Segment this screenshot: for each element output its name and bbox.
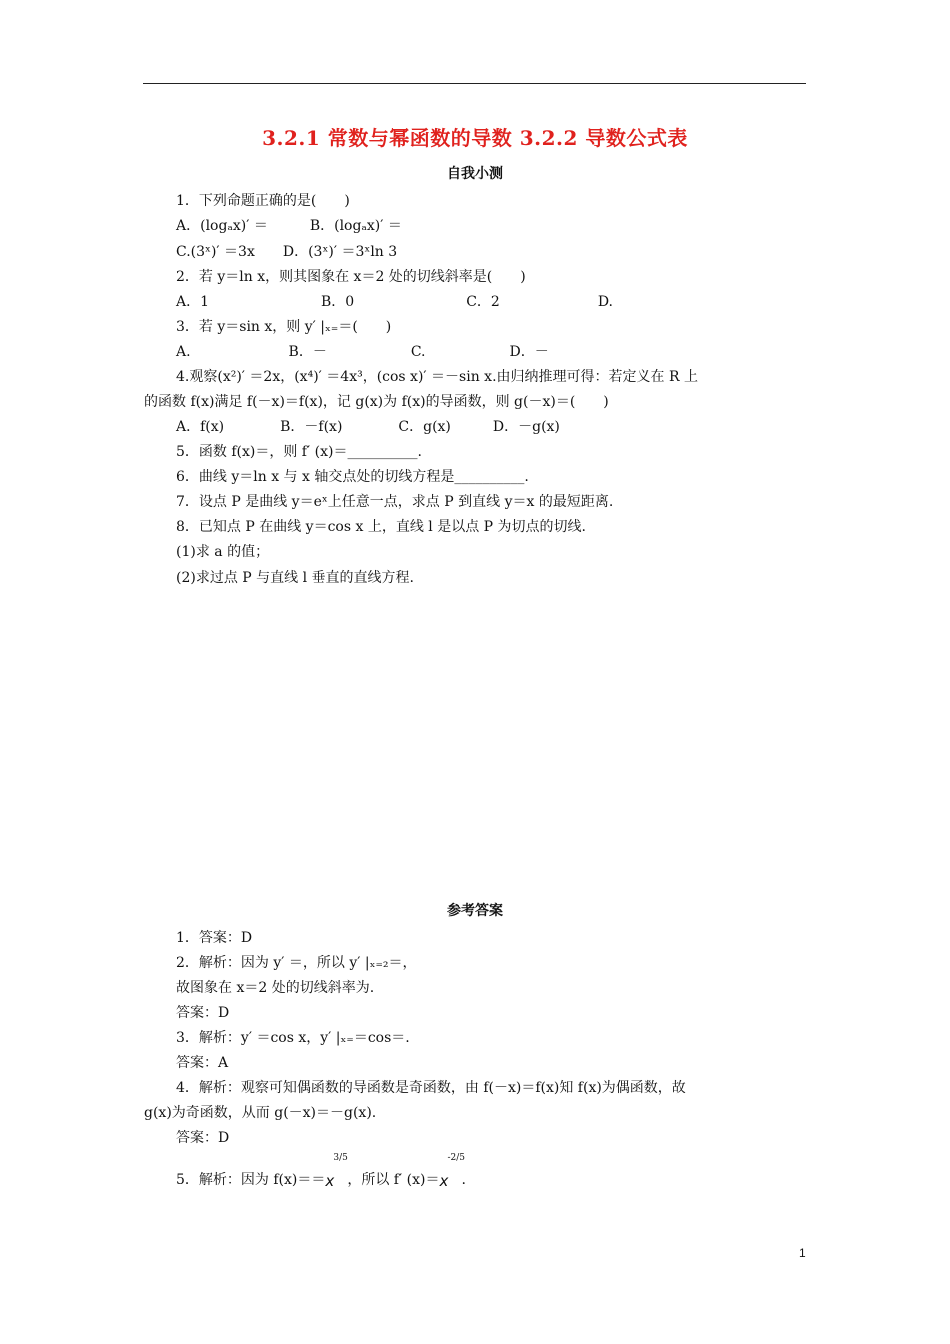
question-8-part-2: (2)求过点 P 与直线 l 垂直的直线方程. [176,570,414,586]
question-6: 6．曲线 y＝ln x 与 x 轴交点处的切线方程是__________. [176,469,529,485]
question-7: 7．设点 P 是曲线 y＝eˣ上任意一点，求点 P 到直线 y＝x 的最短距离. [176,494,614,510]
question-2: 2．若 y＝ln x，则其图象在 x＝2 处的切线斜率是( ) [176,269,526,285]
answer-1: 1．答案：D [176,930,253,946]
question-1: 1．下列命题正确的是( ) [176,193,350,209]
header-rule [143,83,806,84]
power-base-2: x [439,1172,449,1190]
question-8-part-1: (1)求 a 的值； [176,544,270,560]
section-heading-self-test: 自我小测 [447,166,503,182]
question-4-options: A．f(x) B．－f(x) C．g(x) D．－g(x) [176,419,560,435]
answer-5-prefix: 5．解析：因为 f(x)＝＝ [176,1172,326,1188]
answer-3-result: 答案：A [176,1055,229,1071]
power-exponent-2: -2/5 [447,1153,465,1163]
page-title: 3.2.1 常数与幂函数的导数 3.2.2 导数公式表 [262,126,688,150]
power-expression-2 [439,1153,465,1190]
answer-5-end: . [461,1172,466,1188]
power-expression-1 [325,1153,348,1190]
answer-4-result: 答案：D [176,1130,230,1146]
section-heading-answers: 参考答案 [447,903,503,919]
question-3: 3．若 y＝sin x，则 y′ |ₓ₌＝( ) [176,319,392,335]
answer-2-result: 答案：D [176,1005,230,1021]
answer-5 [176,1153,466,1190]
question-3-options: A. B．－ C. D．－ [176,344,549,360]
question-4-line-1: 4.观察(x²)′ ＝2x，(x⁴)′ ＝4x³，(cos x)′ ＝－sin x.由归纳推理可得：若定义在 R 上 [176,369,698,385]
answer-4-line-2: g(x)为奇函数，从而 g(－x)＝－g(x). [144,1105,377,1121]
answer-5-middle: ，所以 f′ (x)＝ [347,1172,440,1188]
answer-3-line-1: 3．解析：y′ ＝cos x，y′ |ₓ₌＝cos＝. [176,1030,410,1046]
page-number: 1 [799,1246,806,1260]
answer-4-line-1: 4．解析：观察可知偶函数的导函数是奇函数，由 f(－x)＝f(x)知 f(x)为偶函数，故 [176,1080,686,1096]
power-base-1: x [325,1172,335,1190]
answer-2-line-1: 2．解析：因为 y′ ＝，所以 y′ |ₓ₌₂＝， [176,955,417,971]
question-5: 5．函数 f(x)＝，则 f′ (x)＝__________. [176,444,422,460]
question-1-options-cd: C.(3ˣ)′ ＝3x D．(3ˣ)′ ＝3ˣln 3 [176,244,398,260]
question-4-line-2: 的函数 f(x)满足 f(－x)＝f(x)，记 g(x)为 f(x)的导函数，则 g(－x)＝( ) [144,394,609,410]
question-8: 8．已知点 P 在曲线 y＝cos x 上，直线 l 是以点 P 为切点的切线. [176,519,586,535]
question-1-options-ab: A．(logₐx)′ ＝ B．(logₐx)′ ＝ [176,218,402,234]
question-2-options: A．1 B．0 C．2 D. [176,294,614,310]
power-exponent-1: 3/5 [333,1153,348,1163]
answer-2-line-2: 故图象在 x＝2 处的切线斜率为. [176,980,375,996]
